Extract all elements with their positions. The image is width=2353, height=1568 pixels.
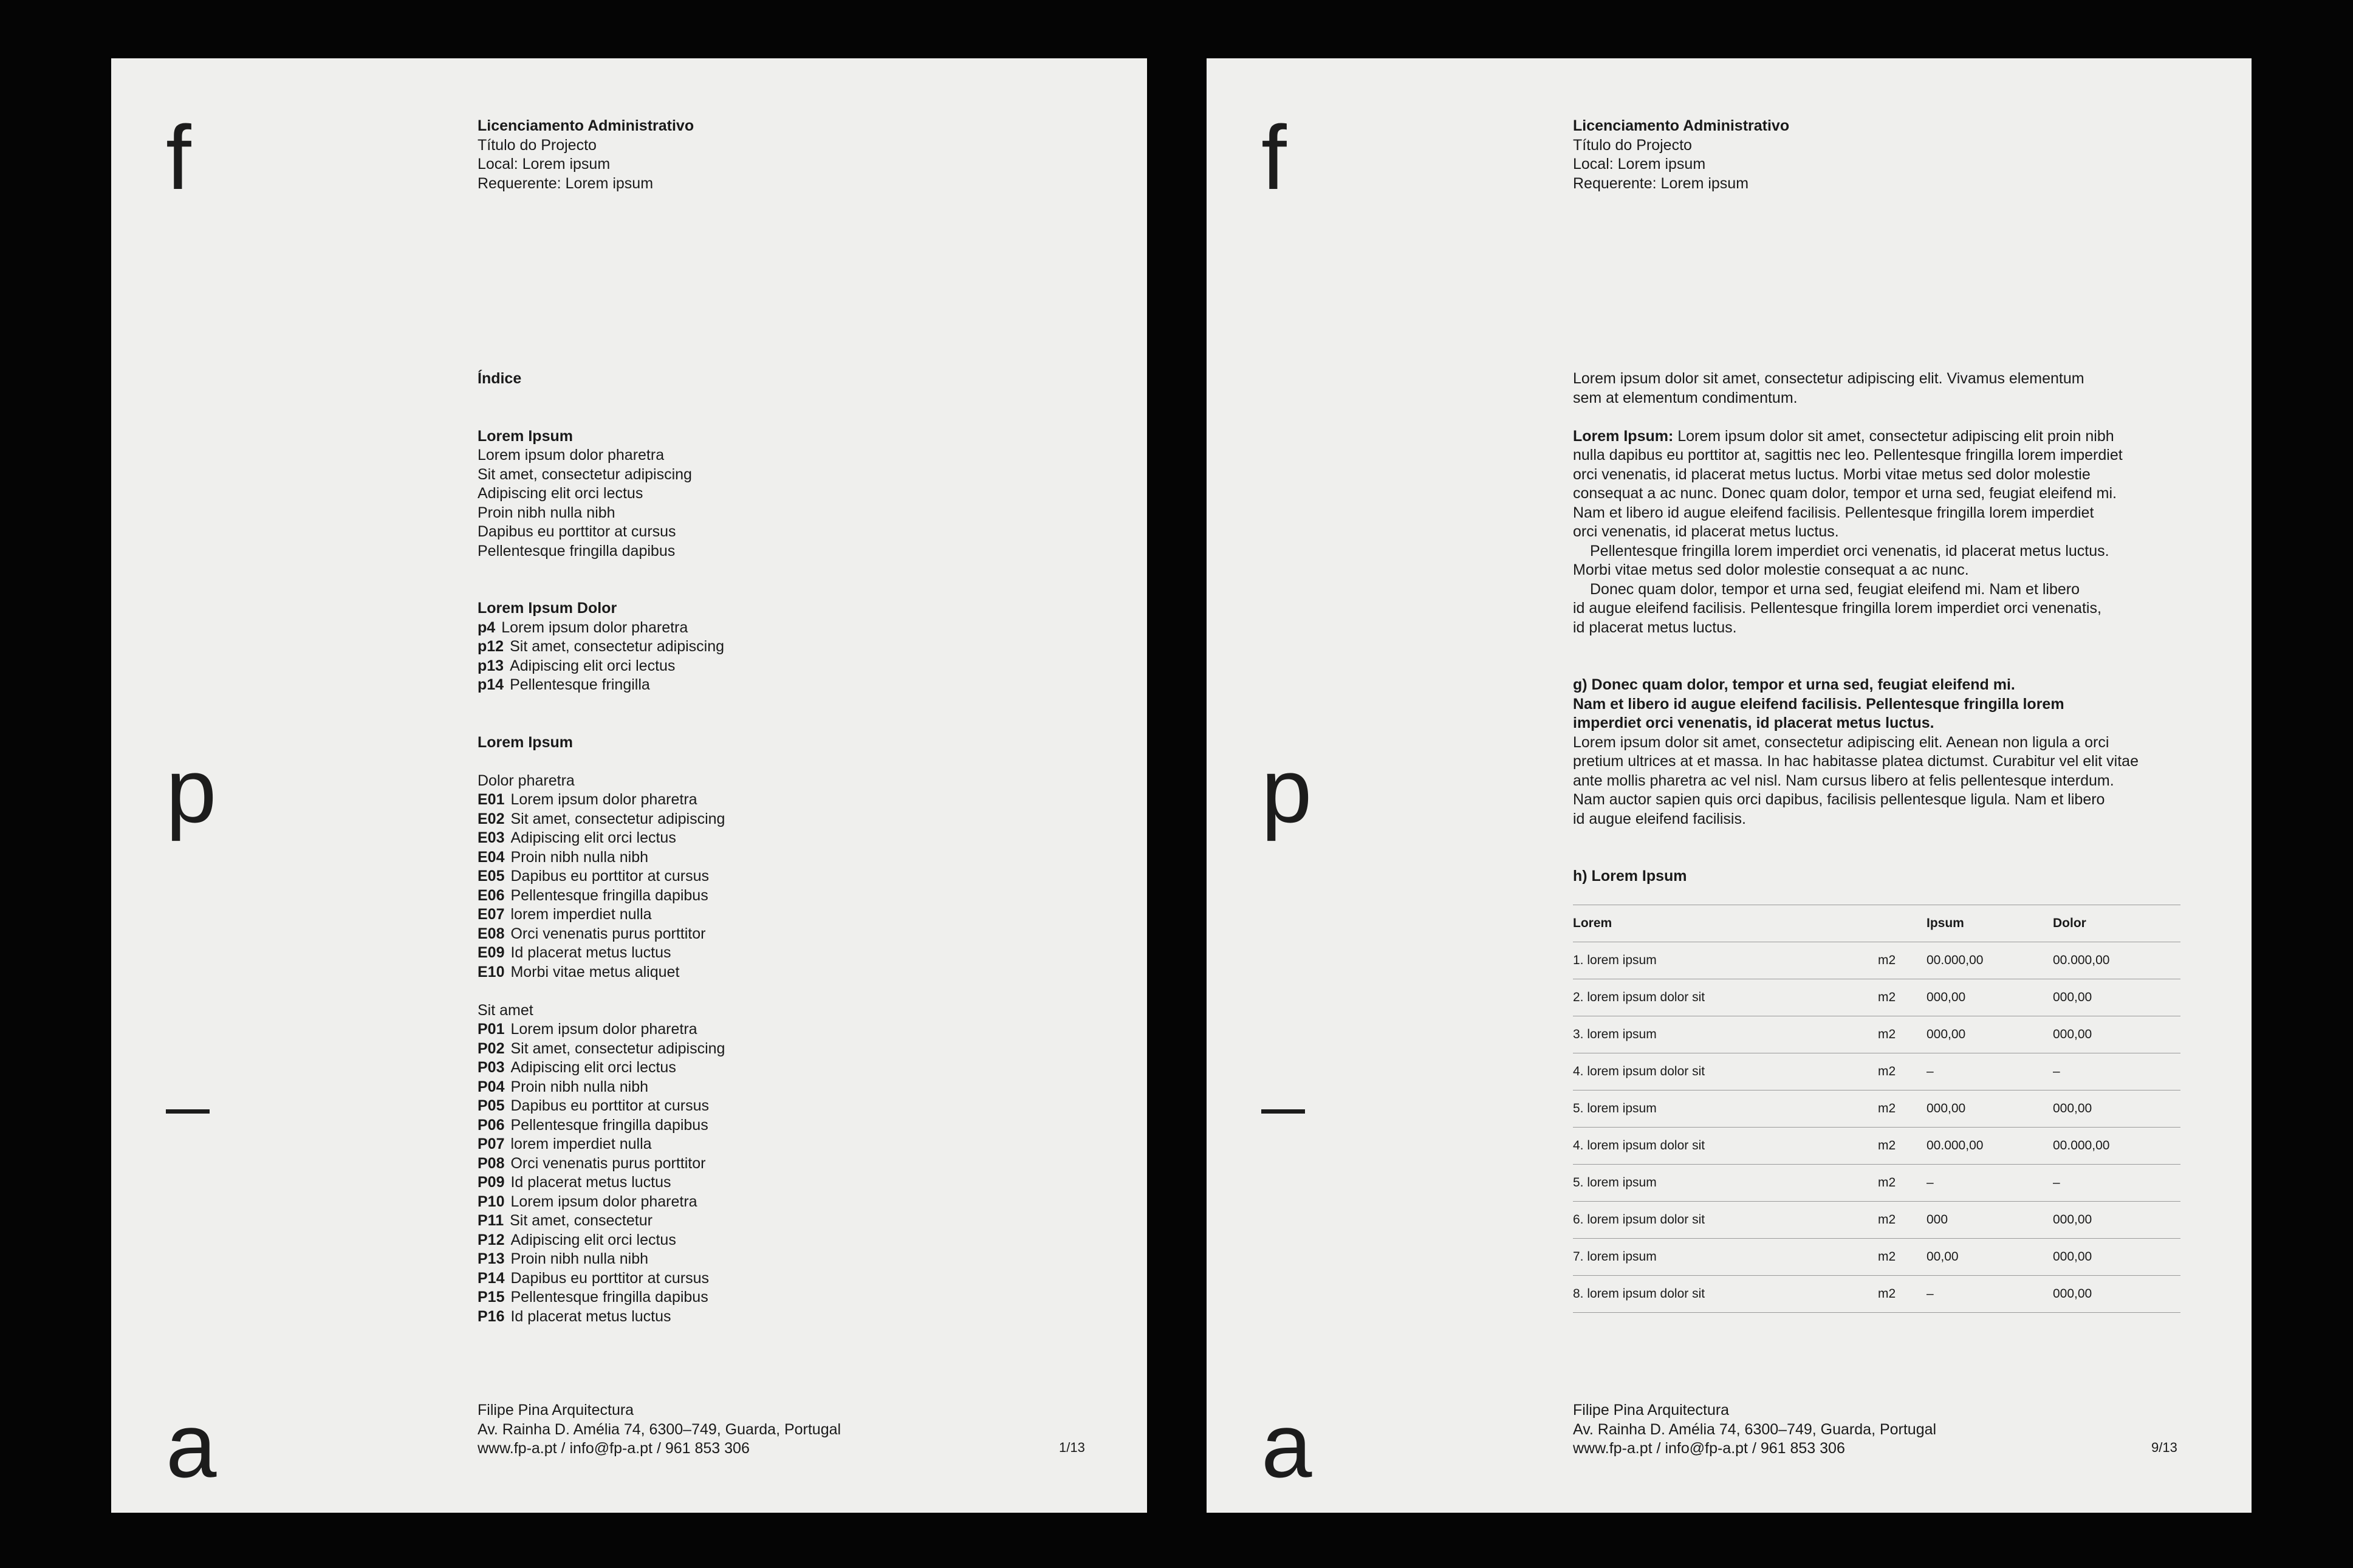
- footer-address: Av. Rainha D. Amélia 74, 6300–749, Guarda, Portugal: [478, 1420, 841, 1438]
- column-header: Lorem: [1573, 905, 1878, 942]
- text-line: Nam auctor sapien quis orci dapibus, facilisis pellentesque ligula. Nam et libero: [1573, 791, 2105, 808]
- table-cell: m2: [1878, 1164, 1927, 1201]
- index-item-text: Proin nibh nulla nibh: [510, 1250, 649, 1267]
- table-header-row: [1573, 905, 2180, 942]
- index-item-text: Orci venenatis purus porttitor: [510, 925, 706, 942]
- table-cell: 000,00: [2053, 1090, 2180, 1127]
- group-e-title: Dolor pharetra: [478, 772, 575, 789]
- table-cell: m2: [1878, 1238, 1927, 1275]
- index-item-code: E10: [478, 963, 505, 981]
- table-cell: 4. lorem ipsum dolor sit: [1573, 1053, 1878, 1090]
- index-item: [478, 1211, 1085, 1231]
- index-title: Índice: [478, 370, 522, 387]
- text-line: nulla dapibus eu porttitor at, sagittis nec leo. Pellentesque fringilla lorem imperdiet: [1573, 447, 2123, 464]
- lorem-section: [1573, 427, 2187, 638]
- index-item-text: Sit amet, consectetur adipiscing: [510, 810, 725, 827]
- index-item: Adipiscing elit orci lectus: [478, 485, 643, 502]
- text-line: id placerat metus luctus.: [1573, 618, 1737, 636]
- index-item: [478, 1231, 1085, 1250]
- index-item: [478, 1288, 1085, 1307]
- index-item: [478, 1116, 1085, 1135]
- index-item: [478, 1058, 1085, 1078]
- index-item-text: Id placerat metus luctus: [510, 1174, 671, 1191]
- index-item-text: Lorem ipsum dolor pharetra: [510, 1021, 697, 1038]
- index-item: [478, 1307, 1085, 1327]
- column-header: Dolor: [2053, 905, 2180, 942]
- table-cell: m2: [1878, 942, 1927, 979]
- table-cell: 00,00: [1927, 1238, 2053, 1275]
- text-line: g) Donec quam dolor, tempor et urna sed, feugiat eleifend mi.: [1573, 676, 2015, 693]
- index-item-code: P10: [478, 1193, 505, 1210]
- text-line: imperdiet orci venenatis, id placerat metus luctus.: [1573, 714, 1934, 731]
- index-item: [478, 925, 1085, 944]
- document-page-1: [111, 58, 1147, 1513]
- index-item-text: Adipiscing elit orci lectus: [510, 657, 676, 674]
- index-item-code: E05: [478, 868, 505, 885]
- table-cell: 6. lorem ipsum dolor sit: [1573, 1201, 1878, 1238]
- section3-title: Lorem Ipsum: [478, 733, 573, 751]
- table-row: [1573, 1201, 2180, 1238]
- index-item: [478, 829, 1085, 848]
- index-item: Proin nibh nulla nibh: [478, 504, 615, 521]
- index-item: [478, 1173, 1085, 1193]
- index-item: Pellentesque fringilla dapibus: [478, 542, 676, 560]
- index-item: [478, 1269, 1085, 1289]
- table-cell: 00.000,00: [1927, 1127, 2053, 1164]
- logo-dash: [1261, 1109, 1305, 1114]
- index-item-code: P15: [478, 1289, 505, 1306]
- header-project: Título do Projecto: [1573, 136, 1692, 154]
- index-item-text: Sit amet, consectetur adipiscing: [510, 638, 725, 655]
- index-item-text: Orci venenatis purus porttitor: [510, 1154, 706, 1172]
- index-item: [478, 1154, 1085, 1174]
- index-item: [478, 1078, 1085, 1097]
- text-line: consequat a ac nunc. Donec quam dolor, tempor et urna sed, feugiat eleifend mi.: [1573, 485, 2117, 502]
- index-item-text: Adipiscing elit orci lectus: [510, 829, 676, 846]
- intro-paragraph: [1573, 369, 2187, 408]
- spec-table: [1573, 905, 2180, 1313]
- index-item-code: p12: [478, 638, 504, 655]
- body-content: [1573, 369, 2187, 1313]
- index-item-text: Pellentesque fringilla dapibus: [510, 886, 708, 904]
- table-cell: 000,00: [2053, 1201, 2180, 1238]
- text-line: sem at elementum condimentum.: [1573, 389, 1798, 406]
- lorem-first-line: Lorem ipsum dolor sit amet, consectetur adipiscing elit proin nibh: [1673, 427, 2114, 445]
- page-footer: [1573, 1401, 1936, 1459]
- table-cell: 00.000,00: [2053, 942, 2180, 979]
- index-item-text: Morbi vitae metus aliquet: [510, 963, 680, 981]
- header-title: Licenciamento Administrativo: [478, 117, 694, 134]
- table-cell: m2: [1878, 1090, 1927, 1127]
- index-item-text: Dapibus eu porttitor at cursus: [510, 1269, 710, 1287]
- footer-contact: www.fp-a.pt / info@fp-a.pt / 961 853 306: [478, 1440, 750, 1457]
- footer-contact: www.fp-a.pt / info@fp-a.pt / 961 853 306: [1573, 1440, 1845, 1457]
- logo-letter-f: f: [166, 106, 191, 208]
- header-applicant: Requerente: Lorem ipsum: [1573, 174, 1749, 192]
- text-line: Nam et libero id augue eleifend facilisis. Pellentesque fringilla lorem imperdiet: [1573, 504, 2094, 521]
- index-item-code: P09: [478, 1174, 505, 1191]
- index-item-code: E03: [478, 829, 505, 846]
- header-location: Local: Lorem ipsum: [478, 156, 611, 173]
- group-p-title: Sit amet: [478, 1001, 533, 1019]
- logo-letter-p: p: [1261, 739, 1312, 841]
- logo-letter-p: p: [166, 739, 217, 841]
- table-cell: 000,00: [2053, 1016, 2180, 1053]
- table-cell: m2: [1878, 1275, 1927, 1312]
- index-item: [478, 1097, 1085, 1116]
- table-cell: 8. lorem ipsum dolor sit: [1573, 1275, 1878, 1312]
- table-cell: 5. lorem ipsum: [1573, 1164, 1878, 1201]
- table-cell: m2: [1878, 1127, 1927, 1164]
- index-item-text: Id placerat metus luctus: [510, 944, 671, 961]
- table-cell: 3. lorem ipsum: [1573, 1016, 1878, 1053]
- index-item: [478, 810, 1085, 829]
- index-item-text: Adipiscing elit orci lectus: [510, 1059, 676, 1076]
- section1-title: Lorem Ipsum: [478, 427, 573, 445]
- index-item: [478, 1250, 1085, 1269]
- index-item-text: Lorem ipsum dolor pharetra: [510, 1193, 697, 1210]
- index-item-text: Proin nibh nulla nibh: [510, 848, 649, 866]
- page-header: [1573, 117, 1789, 193]
- text-line: orci venenatis, id placerat metus luctus. Morbi vitae metus sed dolor molestie: [1573, 465, 2091, 483]
- page-footer: [478, 1401, 841, 1459]
- text-line: Nam et libero id augue eleifend facilisis. Pellentesque fringilla lorem: [1573, 695, 2064, 713]
- table-cell: 1. lorem ipsum: [1573, 942, 1878, 979]
- header-applicant: Requerente: Lorem ipsum: [478, 174, 654, 192]
- index-item-code: P14: [478, 1269, 505, 1287]
- index-item: [478, 1193, 1085, 1212]
- index-item-code: P05: [478, 1097, 505, 1114]
- footer-company: Filipe Pina Arquitectura: [1573, 1402, 1730, 1419]
- index-item-code: P11: [478, 1212, 504, 1229]
- section-g-body: [1573, 733, 2187, 829]
- index-item: Lorem ipsum dolor pharetra: [478, 447, 665, 464]
- index-item-text: Pellentesque fringilla dapibus: [510, 1116, 708, 1134]
- table-row: [1573, 1238, 2180, 1275]
- index-item: [478, 886, 1085, 906]
- table-cell: 000,00: [1927, 1016, 2053, 1053]
- index-item-code: P12: [478, 1231, 505, 1248]
- section2-title: Lorem Ipsum Dolor: [478, 600, 617, 617]
- index-item-text: Sit amet, consectetur: [510, 1212, 652, 1229]
- table-cell: –: [2053, 1164, 2180, 1201]
- index-item-code: E04: [478, 848, 505, 866]
- logo-letter-a: a: [166, 1394, 217, 1496]
- text-line: orci venenatis, id placerat metus luctus.: [1573, 523, 1839, 540]
- index-item-text: Dapibus eu porttitor at cursus: [510, 868, 710, 885]
- table-row: [1573, 1127, 2180, 1164]
- table-row: [1573, 1275, 2180, 1312]
- table-cell: 00.000,00: [1927, 942, 2053, 979]
- table-cell: 2. lorem ipsum dolor sit: [1573, 979, 1878, 1016]
- index-item-text: Pellentesque fringilla dapibus: [510, 1289, 708, 1306]
- table-cell: m2: [1878, 979, 1927, 1016]
- table-cell: –: [1927, 1053, 2053, 1090]
- table-cell: 4. lorem ipsum dolor sit: [1573, 1127, 1878, 1164]
- text-line: Lorem ipsum dolor sit amet, consectetur adipiscing elit. Aenean non ligula a orci: [1573, 733, 2109, 751]
- table-cell: 000,00: [2053, 979, 2180, 1016]
- page-number: 1/13: [1059, 1440, 1085, 1455]
- group-p-list: [478, 1020, 1085, 1326]
- table-cell: 000: [1927, 1201, 2053, 1238]
- index-item: [478, 637, 1085, 657]
- document-page-9: [1207, 58, 2252, 1513]
- index-item-text: Dapibus eu porttitor at cursus: [510, 1097, 710, 1114]
- table-cell: m2: [1878, 1201, 1927, 1238]
- index-item-text: Lorem ipsum dolor pharetra: [501, 618, 688, 636]
- index-item: Sit amet, consectetur adipiscing: [478, 465, 692, 483]
- lorem-para2: [1573, 542, 2187, 580]
- footer-address: Av. Rainha D. Amélia 74, 6300–749, Guarda, Portugal: [1573, 1420, 1937, 1438]
- index-content: [478, 369, 1085, 1326]
- table-row: [1573, 1090, 2180, 1127]
- footer-company: Filipe Pina Arquitectura: [478, 1402, 634, 1419]
- text-line: id augue eleifend facilisis. Pellentesque fringilla lorem imperdiet orci venenatis,: [1573, 600, 2101, 617]
- section2-list: [478, 618, 1085, 695]
- index-item: [478, 1135, 1085, 1154]
- table-cell: 000,00: [2053, 1238, 2180, 1275]
- table-row: [1573, 1053, 2180, 1090]
- index-item-code: E01: [478, 791, 505, 808]
- index-item: [478, 1039, 1085, 1059]
- index-item-code: E02: [478, 810, 505, 827]
- section1-list: [478, 446, 1085, 561]
- index-item-text: Adipiscing elit orci lectus: [510, 1231, 676, 1248]
- column-header: [1878, 905, 1927, 942]
- table-cell: –: [1927, 1164, 2053, 1201]
- index-item-code: P08: [478, 1154, 505, 1172]
- index-item-code: p4: [478, 618, 496, 636]
- table-row: [1573, 979, 2180, 1016]
- page-header: [478, 117, 694, 193]
- index-item: Dapibus eu porttitor at cursus: [478, 523, 676, 540]
- index-item-text: lorem imperdiet nulla: [510, 1135, 652, 1152]
- index-item-code: P16: [478, 1307, 505, 1325]
- index-item: [478, 943, 1085, 963]
- index-item: [478, 867, 1085, 886]
- index-item-text: Proin nibh nulla nibh: [510, 1078, 649, 1095]
- index-item-text: Id placerat metus luctus: [510, 1307, 671, 1325]
- section-h-title: h) Lorem Ipsum: [1573, 868, 1687, 885]
- text-line: id augue eleifend facilisis.: [1573, 810, 1746, 827]
- text-line: Pellentesque fringilla lorem imperdiet orci venenatis, id placerat metus luctus.: [1590, 542, 2109, 560]
- section-g-title: [1573, 676, 2187, 733]
- index-item: [478, 1020, 1085, 1039]
- table-cell: 5. lorem ipsum: [1573, 1090, 1878, 1127]
- table-cell: –: [1927, 1275, 2053, 1312]
- index-item: [478, 676, 1085, 695]
- index-item-code: E07: [478, 906, 505, 923]
- index-item: [478, 618, 1085, 638]
- column-header: Ipsum: [1927, 905, 2053, 942]
- index-item-text: Sit amet, consectetur adipiscing: [510, 1039, 725, 1057]
- header-project: Título do Projecto: [478, 136, 597, 154]
- index-item-code: P02: [478, 1039, 505, 1057]
- index-item-code: P04: [478, 1078, 505, 1095]
- index-item-code: P13: [478, 1250, 505, 1267]
- text-line: pretium ultrices at et massa. In hac habitasse platea dictumst. Curabitur vel elit vitae: [1573, 753, 2139, 770]
- text-line: Donec quam dolor, tempor et urna sed, feugiat eleifend mi. Nam et libero: [1590, 580, 2080, 598]
- page-number: 9/13: [2151, 1440, 2177, 1455]
- index-item-code: P06: [478, 1116, 505, 1134]
- header-location: Local: Lorem ipsum: [1573, 156, 1706, 173]
- index-item-code: E09: [478, 944, 505, 961]
- index-item-code: p13: [478, 657, 504, 674]
- lorem-lines: [1573, 446, 2187, 542]
- text-line: ante mollis pharetra ac vel nisl. Nam cursus libero at felis pellentesque interdum.: [1573, 772, 2114, 789]
- group-e-list: [478, 790, 1085, 982]
- index-item-code: p14: [478, 676, 504, 693]
- index-item: [478, 657, 1085, 676]
- index-item-code: P07: [478, 1135, 505, 1152]
- index-item-text: lorem imperdiet nulla: [510, 906, 652, 923]
- lorem-label: Lorem Ipsum:: [1573, 427, 1674, 445]
- table-row: [1573, 1164, 2180, 1201]
- index-item-text: Pellentesque fringilla: [510, 676, 650, 693]
- table-cell: m2: [1878, 1016, 1927, 1053]
- index-item-code: E08: [478, 925, 505, 942]
- table-cell: 000,00: [1927, 979, 2053, 1016]
- text-line: Morbi vitae metus sed dolor molestie consequat a ac nunc.: [1573, 561, 1969, 578]
- lorem-para3: [1573, 580, 2187, 638]
- table-cell: 00.000,00: [2053, 1127, 2180, 1164]
- index-item: [478, 790, 1085, 810]
- logo-letter-f: f: [1261, 106, 1287, 208]
- index-item-text: Lorem ipsum dolor pharetra: [510, 791, 697, 808]
- text-line: Lorem ipsum dolor sit amet, consectetur adipiscing elit. Vivamus elementum: [1573, 370, 2084, 387]
- index-item-code: P03: [478, 1059, 505, 1076]
- table-cell: 7. lorem ipsum: [1573, 1238, 1878, 1275]
- table-cell: –: [2053, 1053, 2180, 1090]
- table-row: [1573, 942, 2180, 979]
- header-title: Licenciamento Administrativo: [1573, 117, 1790, 134]
- index-item-code: E06: [478, 886, 505, 904]
- table-cell: m2: [1878, 1053, 1927, 1090]
- index-item: [478, 963, 1085, 982]
- index-item-code: P01: [478, 1021, 505, 1038]
- table-row: [1573, 1016, 2180, 1053]
- logo-letter-a: a: [1261, 1394, 1312, 1496]
- table-cell: 000,00: [1927, 1090, 2053, 1127]
- index-item: [478, 905, 1085, 925]
- table-cell: 000,00: [2053, 1275, 2180, 1312]
- logo-dash: [166, 1109, 210, 1114]
- index-item: [478, 848, 1085, 868]
